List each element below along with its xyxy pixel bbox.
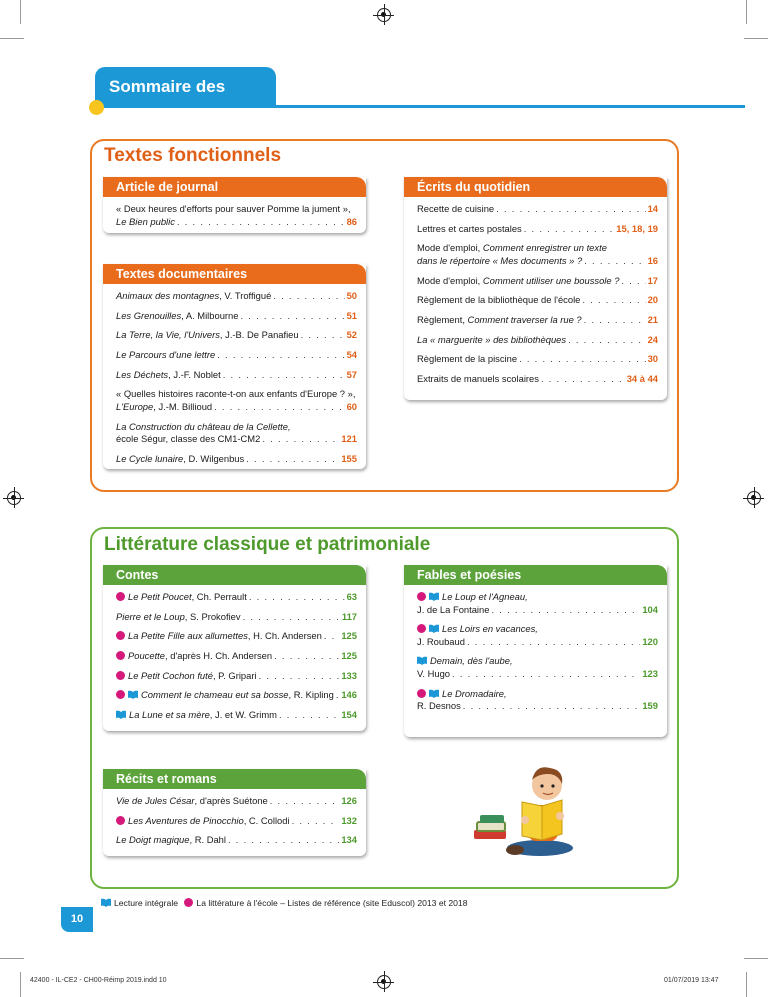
box-ecrits-quotidien	[404, 177, 667, 400]
circle-icon	[417, 689, 426, 698]
list-item[interactable]: « Deux heures d'efforts pour sauver Pomme la jument », Le Bien public . . . 86	[116, 203, 357, 228]
header-dot-icon	[89, 100, 104, 115]
list-item[interactable]: Les Déchets, J.-F. Noblet . . . 57	[116, 369, 357, 382]
list-item[interactable]: Lettres et cartes postales . . . 15, 18, 19	[417, 223, 658, 236]
section-title: Textes fonctionnels	[104, 145, 282, 166]
list-item[interactable]: Le Petit Poucet, Ch. Perrault . . . 63	[116, 591, 357, 604]
book-icon	[128, 690, 138, 699]
list-item[interactable]: Le Cycle lunaire, D. Wilgenbus . . . 155	[116, 453, 357, 466]
circle-icon	[116, 671, 125, 680]
list-item[interactable]: Extraits de manuels scolaires . . . 34 à 44	[417, 373, 658, 386]
list-item[interactable]: Le Loup et l'Agneau, J. de La Fontaine . . . 104	[417, 591, 658, 616]
book-icon	[417, 656, 427, 665]
registration-mark-icon	[377, 8, 391, 22]
list-item[interactable]: Animaux des montagnes, V. Troffigué . . . 50	[116, 290, 357, 303]
book-icon	[101, 898, 111, 907]
page-number: 132	[341, 814, 357, 826]
page-number: 10	[61, 907, 93, 932]
list-item[interactable]: Poucette, d'après H. Ch. Andersen . . . 125	[116, 650, 357, 663]
box-title: Fables et poésies	[404, 565, 667, 585]
page-number: 159	[642, 700, 658, 712]
print-slug: 42400 - IL-CE2 - CH00-Réimp 2019.indd 10	[30, 977, 167, 984]
page-number: 134	[341, 834, 357, 846]
list-item[interactable]: La Terre, la Vie, l'Univers, J.-B. De Panafieu . . . 52	[116, 329, 357, 342]
crop-mark	[20, 0, 21, 24]
crop-mark	[746, 0, 747, 24]
box-title: Textes documentaires	[103, 264, 366, 284]
crop-mark	[20, 972, 21, 997]
crop-mark	[744, 958, 768, 959]
list-item[interactable]: Le Dromadaire, R. Desnos . . . 159	[417, 688, 658, 713]
list-item[interactable]: La Construction du château de la Cellette, école Ségur, classe des CM1-CM2 . . . 121	[116, 421, 357, 446]
list-item[interactable]: Pierre et le Loup, S. Prokofiev . . . 117	[116, 611, 357, 624]
circle-icon	[417, 624, 426, 633]
crop-mark	[0, 958, 24, 959]
legend: Lecture intégrale La littérature à l'école – Listes de référence (site Eduscol) 2013 et 2018	[101, 898, 468, 908]
page-number: 86	[346, 215, 357, 227]
list-item[interactable]: La Petite Fille aux allumettes, H. Ch. Andersen . . . 125	[116, 630, 357, 643]
list-item[interactable]: Demain, dès l'aube, V. Hugo . . . 123	[417, 655, 658, 680]
box-recits-romans	[103, 769, 366, 856]
crop-mark	[0, 38, 24, 39]
circle-icon	[116, 651, 125, 660]
box-textes-documentaires	[103, 264, 366, 469]
crop-mark	[746, 972, 747, 997]
list-item[interactable]: Vie de Jules César, d'après Suétone . . . 126	[116, 795, 357, 808]
box-fables-poesies	[404, 565, 667, 737]
box-article-journal	[103, 177, 366, 233]
circle-icon	[184, 898, 193, 907]
section-title: Littérature classique et patrimoniale	[104, 534, 431, 555]
list-item[interactable]: Comment le chameau eut sa bosse, R. Kipling . . . 146	[116, 689, 357, 702]
book-icon	[116, 710, 126, 719]
page-number: 133	[341, 669, 357, 681]
page-number: 126	[341, 795, 357, 806]
list-item[interactable]: Les Aventures de Pinocchio, C. Collodi . . . 132	[116, 815, 357, 828]
list-item[interactable]: Le Parcours d'une lettre . . . 54	[116, 349, 357, 362]
box-title: Écrits du quotidien	[404, 177, 667, 197]
list-item[interactable]: La Lune et sa mère, J. et W. Grimm . . . 154	[116, 709, 357, 722]
registration-mark-icon	[7, 491, 21, 505]
header-rule	[95, 105, 745, 108]
registration-mark-icon	[747, 491, 761, 505]
page-number: 123	[642, 667, 658, 679]
list-item[interactable]: Règlement de la piscine . . . 30	[417, 353, 658, 366]
list-item[interactable]: « Quelles histoires raconte-t-on aux enfants d'Europe ? », L'Europe, J.-M. Billioud . . . 60	[116, 388, 357, 413]
box-contes	[103, 565, 366, 731]
list-item[interactable]: Le Doigt magique, R. Dahl . . . 134	[116, 834, 357, 847]
page-number: 120	[642, 635, 658, 647]
list-item[interactable]: Le Petit Cochon futé, P. Gripari . . . 133	[116, 670, 357, 683]
list-item[interactable]: Règlement, Comment traverser la rue ? . . . 21	[417, 314, 658, 327]
registration-mark-icon	[377, 975, 391, 989]
book-icon	[429, 592, 439, 601]
list-item[interactable]: Mode d'emploi, Comment enregistrer un texte dans le répertoire « Mes documents » ? . . . 16	[417, 242, 658, 267]
page-title: Sommaire des textes	[95, 67, 276, 106]
circle-icon	[116, 816, 125, 825]
page-number: 154	[341, 709, 357, 721]
book-icon	[429, 689, 439, 698]
list-item[interactable]: Mode d'emploi, Comment utiliser une boussole ? . . . 17	[417, 275, 658, 288]
list-item[interactable]: Les Loirs en vacances, J. Roubaud . . . 120	[417, 623, 658, 648]
list-item[interactable]: Les Grenouilles, A. Milbourne . . . 51	[116, 310, 357, 323]
page-number: 104	[642, 603, 658, 615]
list-item[interactable]: La « marguerite » des bibliothèques . . . 24	[417, 334, 658, 347]
book-icon	[429, 624, 439, 633]
circle-icon	[116, 631, 125, 640]
crop-mark	[744, 38, 768, 39]
list-item[interactable]: Recette de cuisine . . . 14	[417, 203, 658, 216]
page-number: 117	[341, 610, 357, 622]
print-slug-date: 01/07/2019 13:47	[664, 977, 719, 984]
page-number: 125	[341, 650, 357, 662]
box-title: Récits et romans	[103, 769, 366, 789]
box-title: Contes	[103, 565, 366, 585]
circle-icon	[417, 592, 426, 601]
circle-icon	[116, 592, 125, 601]
page-number: 146	[341, 689, 357, 701]
page-number: 125	[341, 630, 357, 642]
box-title: Article de journal	[103, 177, 366, 197]
page-number: 63	[346, 591, 357, 602]
circle-icon	[116, 690, 125, 699]
child-reading-illustration	[470, 760, 585, 865]
list-item[interactable]: Règlement de la bibliothèque de l'école . . . 20	[417, 294, 658, 307]
